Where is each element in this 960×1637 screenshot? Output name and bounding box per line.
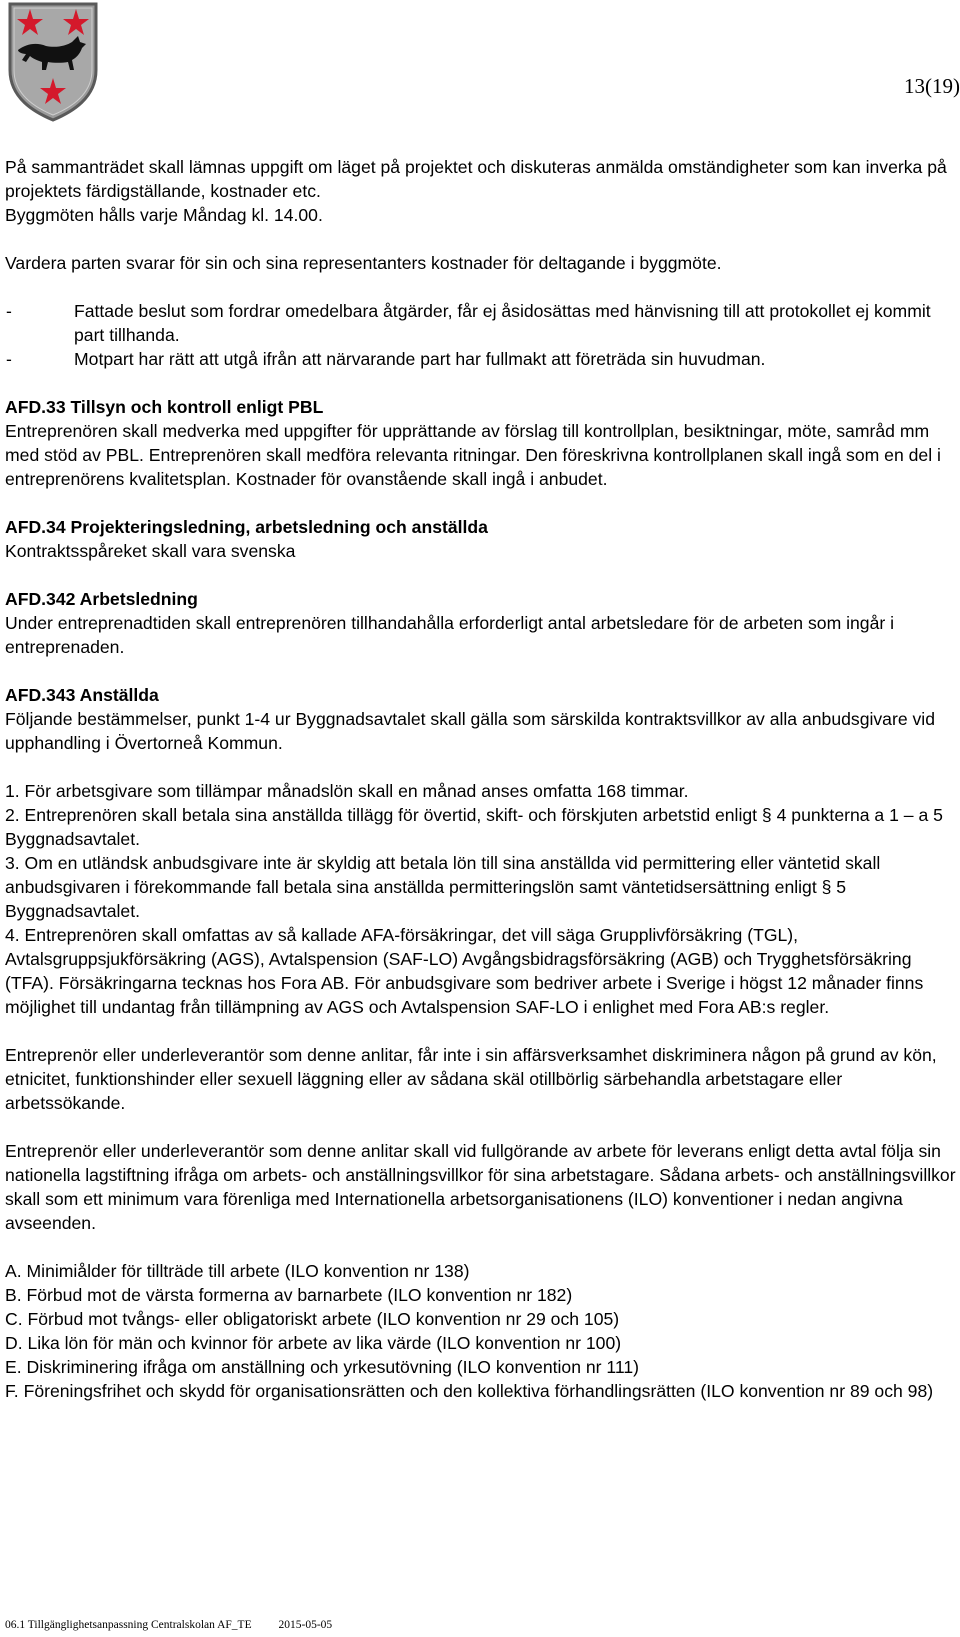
- numbered-item: 3. Om en utländsk anbudsgivare inte är skyldig att betala lön till sina anställda vid permittering eller väntetid skall anbudsgivaren i förekommande fall betala sina anställda permitteringslön samt väntetidsersättning enligt § 5 Byggnadsavtalet.: [5, 853, 881, 921]
- costs-paragraph: Vardera parten svarar för sin och sina representanters kostnader för deltagande i byggmöte.: [5, 253, 722, 273]
- section-body-afd343: Följande bestämmelser, punkt 1-4 ur Byggnadsavtalet skall gälla som särskilda kontraktsvillkor av alla anbudsgivare vid upphandling i Övertorneå Kommun.: [5, 709, 935, 753]
- discrimination-paragraph: Entreprenör eller underleverantör som denne anlitar, får inte i sin affärsverksamhet diskriminera någon på grund av kön, etnicitet, funktionshinder eller sexuell läggning eller av sådana skäl otillbörlig särbehandla arbetstagare eller arbetssökande.: [5, 1045, 937, 1113]
- dash-bullet: -: [6, 349, 12, 369]
- meeting-paragraph: På sammanträdet skall lämnas uppgift om läget på projektet och diskuteras anmälda omständigheter som kan inverka på projektets färdigställande, kostnader etc.: [5, 157, 947, 201]
- ilo-item: F. Föreningsfrihet och skydd för organisationsrätten och den kollektiva förhandlingsrätten (ILO konvention nr 89 och 98): [5, 1381, 934, 1401]
- ilo-item: A. Minimiålder för tillträde till arbete (ILO konvention nr 138): [5, 1261, 470, 1281]
- dash-bullet: -: [6, 301, 12, 321]
- ilo-item: E. Diskriminering ifråga om anställning och yrkesutövning (ILO konvention nr 111): [5, 1357, 640, 1377]
- numbered-item: 1. För arbetsgivare som tillämpar månadslön skall en månad anses omfatta 168 timmar.: [5, 781, 689, 801]
- section-body-afd342: Under entreprenadtiden skall entreprenören tillhandahålla erforderligt antal arbetsledare för de arbeten som ingår i entreprenaden.: [5, 613, 895, 657]
- section-heading-afd343: AFD.343 Anställda: [5, 685, 159, 705]
- document-body: [5, 155, 957, 1403]
- section-heading-afd33: AFD.33 Tillsyn och kontroll enligt PBL: [5, 397, 324, 417]
- numbered-item: 4. Entreprenören skall omfattas av så kallade AFA-försäkringar, det vill säga Grupplivförsäkring (TGL), Avtalsgruppsjukförsäkring (AGS), Avtalspension (SAF-LO) Avgångsbidragsförsäkring (AGB) och Trygghetsförsäkring (TFA). Försäkringarna tecknas hos Fora AB. För anbudsgivare som bedriver arbete i Sverige i högst 12 månader finns möjlighet till undantag från tillämpning av AGS och Avtalspension SAF-LO i enlighet med Fora AB:s regler.: [5, 925, 924, 1017]
- page-footer: [5, 1619, 332, 1631]
- ilo-item: C. Förbud mot tvångs- eller obligatoriskt arbete (ILO konvention nr 29 och 105): [5, 1309, 620, 1329]
- meeting-time-paragraph: Byggmöten hålls varje Måndag kl. 14.00.: [5, 205, 323, 225]
- section-body-afd33: Entreprenören skall medverka med uppgifter för upprättande av förslag till kontrollplan, besiktningar, möte, samråd mm med stöd av PBL. Entreprenören skall medföra relevanta ritningar. Den föreskrivna kontrollplanen skall ingå som en del i entreprenörens kvalitetsplan. Kostnader för ovanstående skall ingå i anbudet.: [5, 421, 941, 489]
- ilo-paragraph: Entreprenör eller underleverantör som denne anlitar skall vid fullgörande av arbete för leverans enligt detta avtal följa sin nationella lagstiftning ifråga om arbets- och anställningsvillkor för sina arbetstagare. Sådana arbets- och anställningsvillkor skall som ett minimum vara förenliga med Internationella arbetsorganisationens (ILO) konventioner i nedan angivna avseenden.: [5, 1141, 956, 1233]
- ilo-item: D. Lika lön för män och kvinnor för arbete av lika värde (ILO konvention nr 100): [5, 1333, 622, 1353]
- footer-date: 2015-05-05: [278, 1619, 333, 1631]
- municipal-coat-of-arms-icon: [6, 0, 100, 122]
- list-item-text: Motpart har rätt att utgå ifrån att närvarande part har fullmakt att företräda sin huvudman.: [74, 349, 766, 369]
- page-number: 13(19): [904, 74, 960, 98]
- ilo-item: B. Förbud mot de värsta formerna av barnarbete (ILO konvention nr 182): [5, 1285, 573, 1305]
- footer-document-name: 06.1 Tillgänglighetsanpassning Centralskolan AF_TE: [5, 1619, 252, 1631]
- section-heading-afd342: AFD.342 Arbetsledning: [5, 589, 198, 609]
- list-item-text: Fattade beslut som fordrar omedelbara åtgärder, får ej åsidosättas med hänvisning till att protokollet ej kommit part tillhanda.: [74, 301, 931, 345]
- numbered-item: 2. Entreprenören skall betala sina anställda tillägg för övertid, skift- och förskjuten arbetstid enligt § 4 punkterna a 1 – a 5 Byggnadsavtalet.: [5, 805, 943, 849]
- list-item: [5, 347, 957, 371]
- section-heading-afd34: AFD.34 Projekteringsledning, arbetsledning och anställda: [5, 517, 488, 537]
- section-body-afd34: Kontraktsspåreket skall vara svenska: [5, 541, 296, 561]
- list-item: [5, 299, 957, 347]
